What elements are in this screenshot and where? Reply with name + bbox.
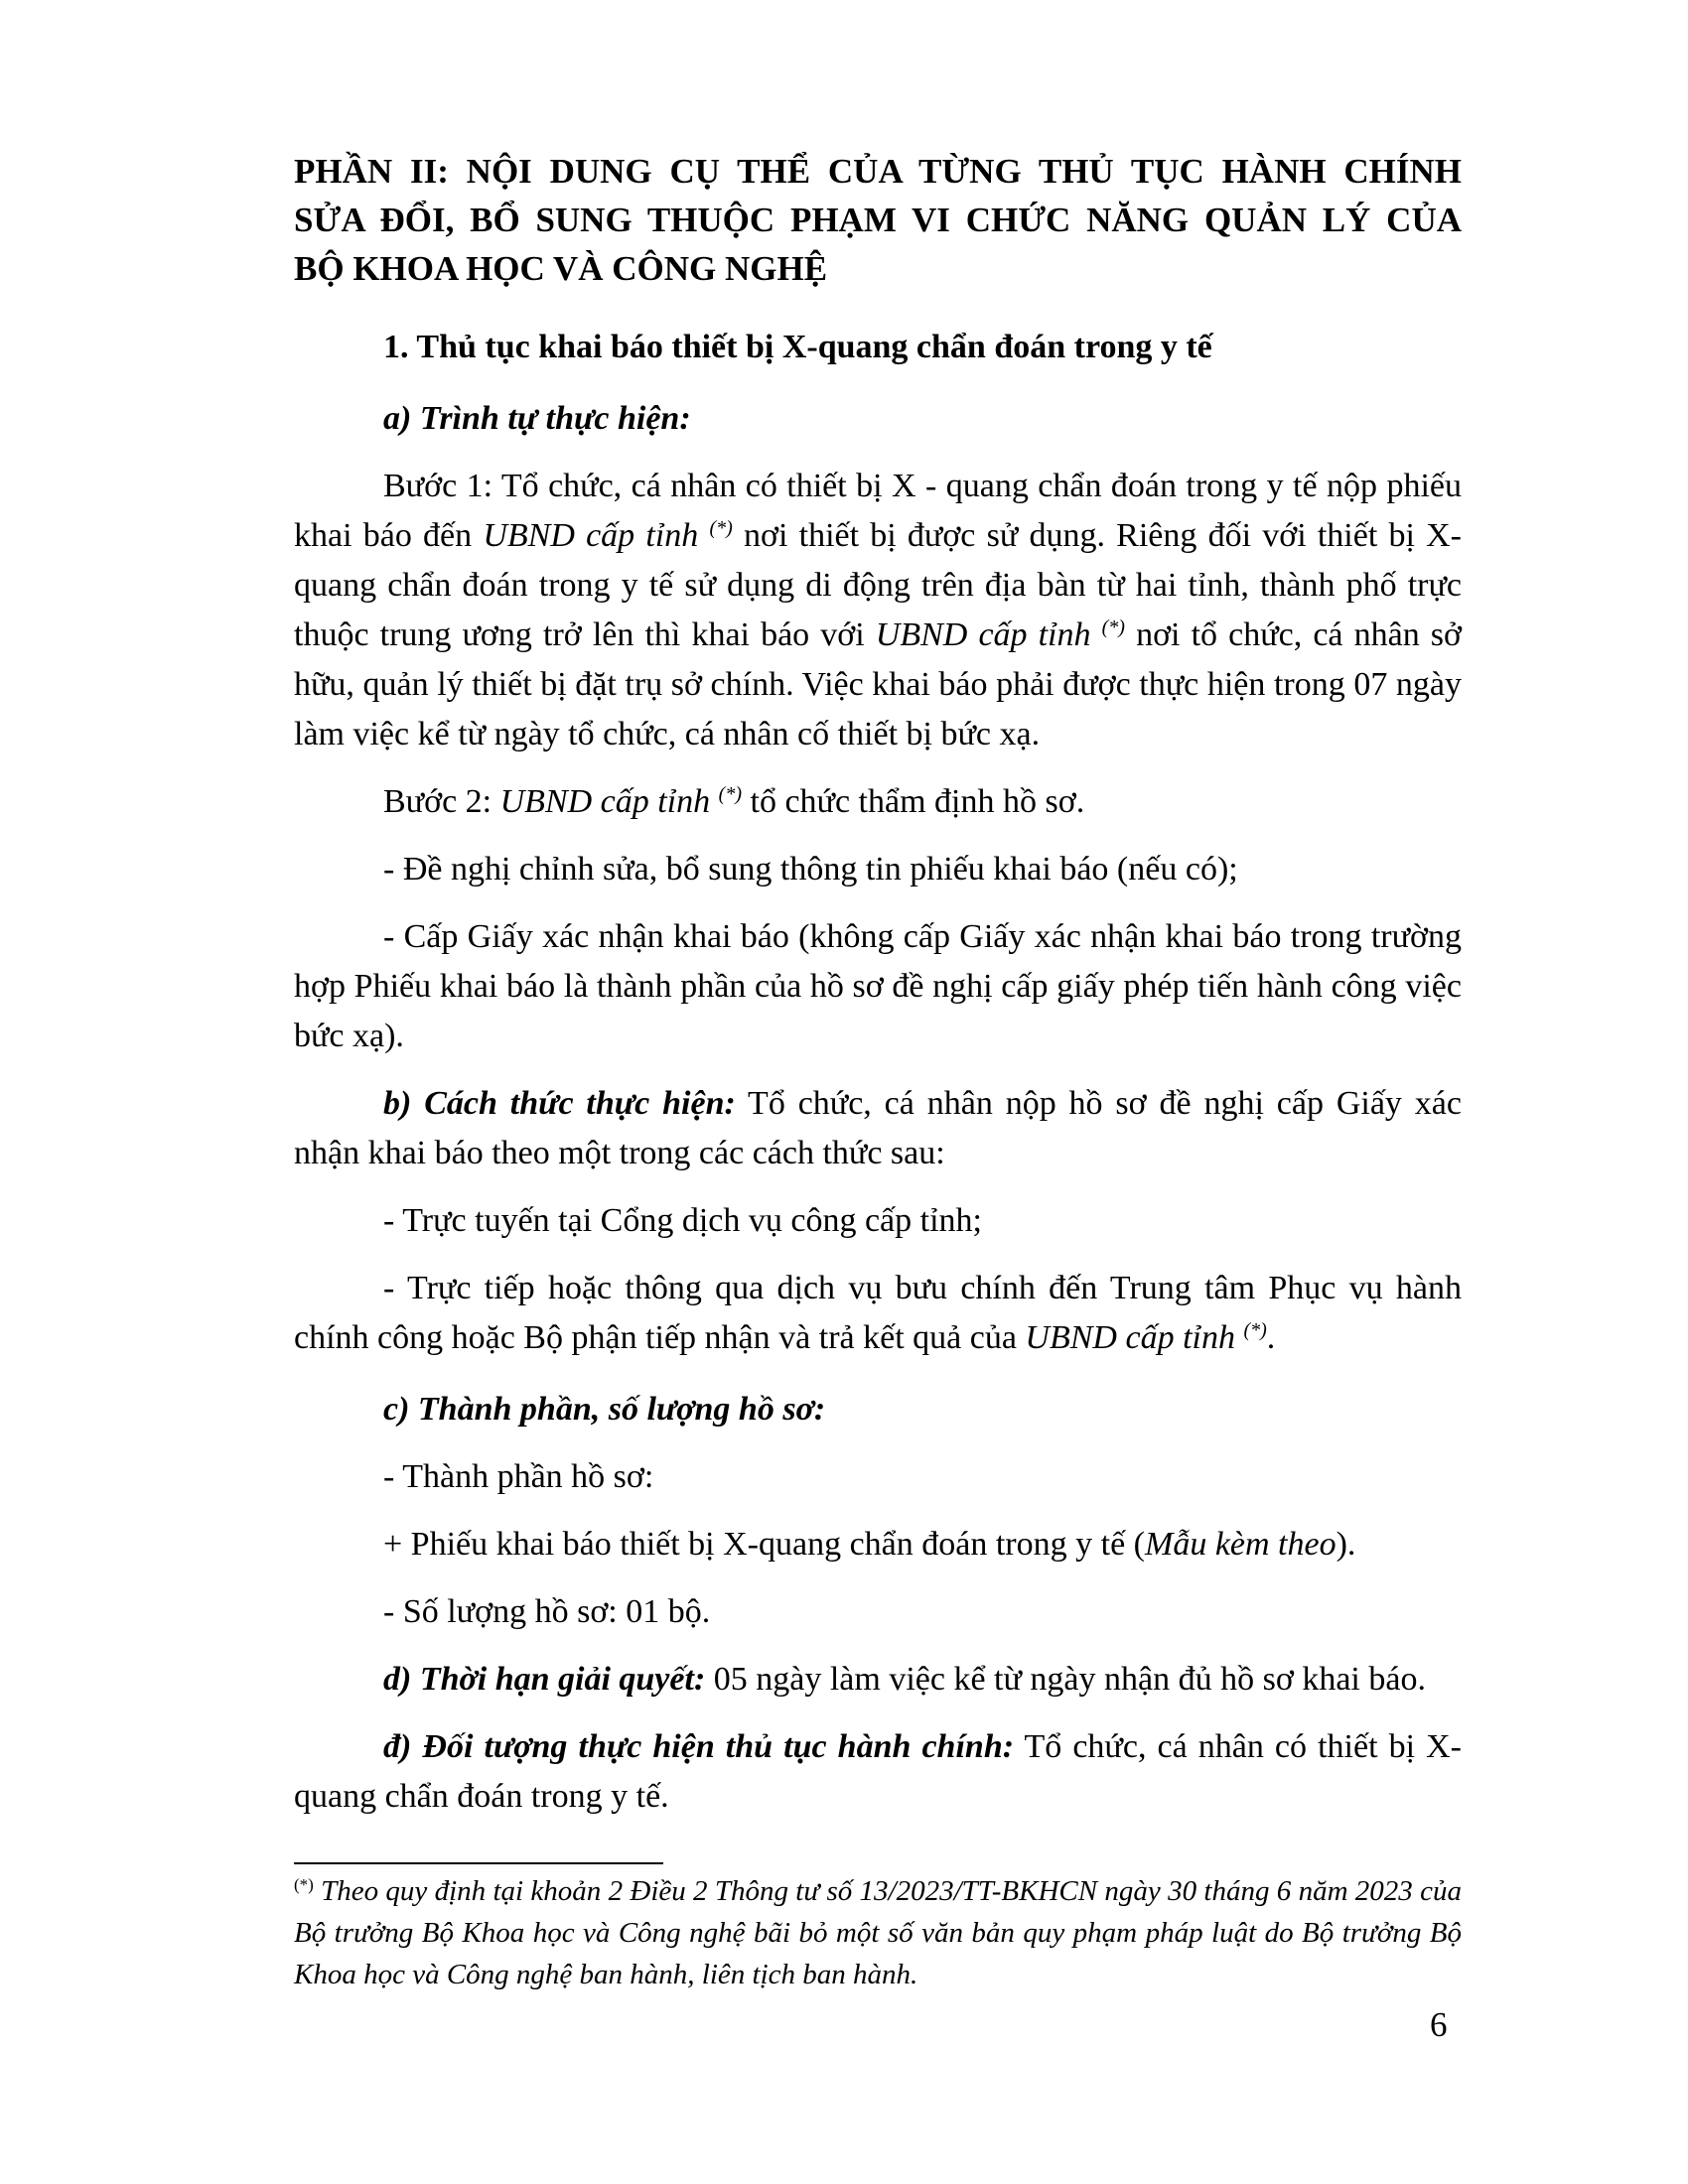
page-number: 6 bbox=[1430, 2005, 1448, 2044]
heading-d: d) Thời hạn giải quyết: bbox=[383, 1661, 706, 1698]
section-heading: 1. Thủ tục khai báo thiết bị X-quang chẩn đoán trong y tế bbox=[383, 329, 1212, 365]
heading-b: b) Cách thức thực hiện: bbox=[383, 1085, 736, 1122]
step-2-bullet: - Đề nghị chỉnh sửa, bổ sung thông tin phiếu khai báo (nếu có); bbox=[383, 851, 1238, 887]
part-title-line: PHẦN II: NỘI DUNG CỤ THỂ CỦA TỪNG THỦ TỤC HÀNH CHÍNH bbox=[294, 152, 1462, 191]
step-2-paragraph: Bước 2: UBND cấp tỉnh (*) tổ chức thẩm định hồ sơ. bbox=[383, 783, 1085, 820]
footnote: (*) Theo quy định tại khoản 2 Điều 2 Thông tư số 13/2023/TT-BKHCN ngày 30 tháng 6 năm 2023 của Bộ trưởng Bộ Khoa học và Công nghệ bãi bỏ một số văn bản quy phạm pháp luật do Bộ trưởng Bộ Khoa học và Công nghệ ban hành, liên tịch ban hành. bbox=[294, 1875, 1462, 1990]
document-page bbox=[294, 147, 1462, 1822]
part-title-line: SỬA ĐỔI, BỔ SUNG THUỘC PHẠM VI CHỨC NĂNG QUẢN LÝ CỦA bbox=[294, 201, 1462, 239]
dossier-line: + Phiếu khai báo thiết bị X-quang chẩn đoán trong y tế (Mẫu kèm theo). bbox=[383, 1526, 1356, 1563]
method-paragraph: b) Cách thức thực hiện: Tổ chức, cá nhân nộp hồ sơ đề nghị cấp Giấy xác nhận khai báo theo một trong các cách thức sau: bbox=[294, 1085, 1462, 1171]
dossier-line: - Thành phần hồ sơ: bbox=[383, 1458, 654, 1495]
heading-c: c) Thành phần, số lượng hồ sơ: bbox=[383, 1391, 826, 1428]
part-title bbox=[294, 147, 1462, 293]
method-bullet: - Trực tuyến tại Cổng dịch vụ công cấp tỉnh; bbox=[383, 1202, 982, 1239]
heading-dd: đ) Đối tượng thực hiện thủ tục hành chính: bbox=[383, 1728, 1015, 1765]
dossier-line: - Số lượng hồ sơ: 01 bộ. bbox=[383, 1593, 711, 1630]
step-1-paragraph: Bước 1: Tổ chức, cá nhân có thiết bị X - quang chẩn đoán trong y tế nộp phiếu khai báo đến UBND cấp tỉnh (*) nơi thiết bị được sử dụng. Riêng đối với thiết bị X-quang chẩn đoán trong y tế sử dụng di động trên địa bàn từ hai tỉnh, thành phố trực thuộc trung ương trở lên thì khai báo với UBND cấp tỉnh (*) nơi tổ chức, cá nhân sở hữu, quản lý thiết bị đặt trụ sở chính. Việc khai báo phải được thực hiện trong 07 ngày làm việc kể từ ngày tổ chức, cá nhân cố thiết bị bức xạ. bbox=[294, 468, 1463, 752]
footnote-divider bbox=[294, 1862, 663, 1864]
subject-paragraph: đ) Đối tượng thực hiện thủ tục hành chính: Tổ chức, cá nhân có thiết bị X-quang chẩn đoán trong y tế. bbox=[294, 1728, 1462, 1815]
method-bullet: - Trực tiếp hoặc thông qua dịch vụ bưu chính đến Trung tâm Phục vụ hành chính công hoặc Bộ phận tiếp nhận và trả kết quả của UBND cấp tỉnh (*). bbox=[294, 1270, 1462, 1356]
footnote-marker: (*) bbox=[294, 1875, 314, 1894]
deadline-paragraph: d) Thời hạn giải quyết: 05 ngày làm việc kể từ ngày nhận đủ hồ sơ khai báo. bbox=[383, 1661, 1426, 1698]
part-title-line: BỘ KHOA HỌC VÀ CÔNG NGHỆ bbox=[294, 249, 828, 288]
heading-a: a) Trình tự thực hiện: bbox=[383, 400, 691, 437]
step-2-bullet: - Cấp Giấy xác nhận khai báo (không cấp Giấy xác nhận khai báo trong trường hợp Phiếu khai báo là thành phần của hồ sơ đề nghị cấp giấy phép tiến hành công việc bức xạ). bbox=[294, 918, 1462, 1054]
